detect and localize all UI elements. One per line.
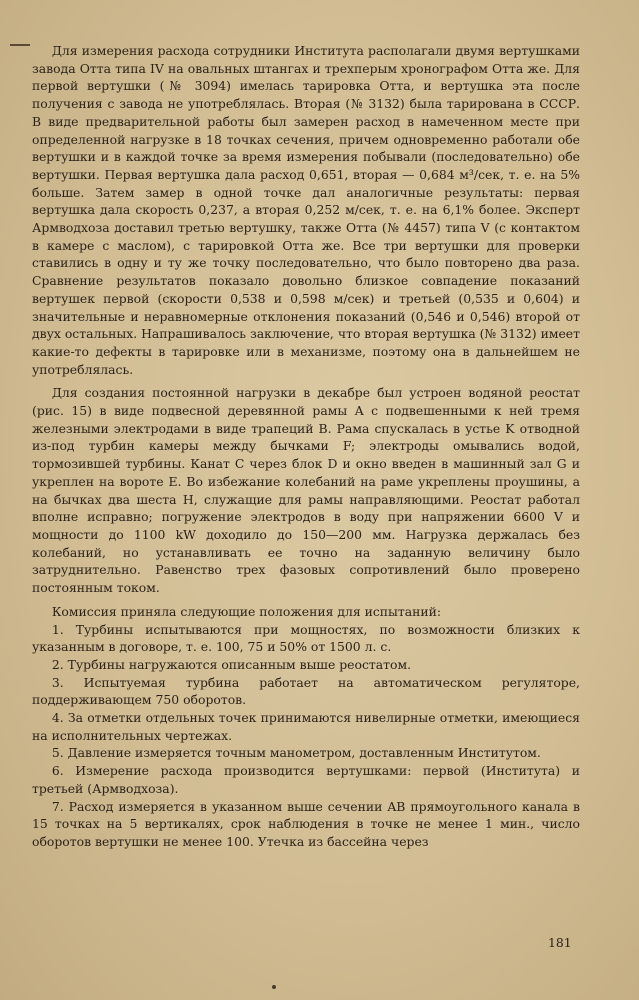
list-item: 4. За отметки отдельных точек принимаются нивелирные отметки, имеющиеся на исполнительных чертежах. [32, 710, 580, 743]
list-item: 3. Испытуемая турбина работает на автоматическом регуляторе, поддерживающем 750 оборотов. [32, 674, 580, 708]
paper-speck [272, 985, 276, 989]
test-conditions-list [32, 621, 580, 851]
list-item: 7. Расход измеряется в указанном выше сечении AB прямоугольного канала в 15 точках на 5 вертикалях, срок наблюдения в точке не менее 1 мин., число оборотов вертушки не менее 100. Утечка из бассейна через [32, 798, 580, 849]
paragraph-current-meters: Для измерения расхода сотрудники Института располагали двумя вертушками завода Отта типа IV на овальных штангах и трехперым хронографом Отта же. Для первой вертушки (№ 3094) имелась тарировка Отта, и вертушка эта после получения с завода не употреблялась. Вторая (№ 3132) была тарирована в СССР. В виде предварительной работы был замерен расход в намеченном месте при определенной нагрузке в 18 точках сечения, причем одновременно работали обе вертушки и в каждой точке за время измерения побывали (последовательно) обе вертушки. Первая вертушка дала расход 0,651, вторая — 0,684 м³/сек, т. е. на 5% больше. Затем замер в одной точке дал аналогичные результаты: первая вертушка дала скорость 0,237, а вторая 0,252 м/сек, т. е. на 6,1% более. Эксперт Армводхоза доставил третью вертушку, также Отта (№ 4457) типа V (с контактом в камере с маслом), с тарировкой Отта же. Все три вертушки для проверки ставились в одну и ту же точку последовательно, что было повторено два раза. Сравнение результатов показало довольно близкое совпадение показаний вертушек первой (скорости 0,538 и 0,598 м/сек) и третьей (0,535 и 0,604) и значительные и неравномерные отклонения показаний (0,546 и 0,546) второй от двух остальных. Напрашивалось заключение, что вторая вертушка (№ 3132) имеет какие-то дефекты в тарировке или в механизме, поэтому она в дальнейшем не употреблялась. [32, 43, 580, 377]
page-number: 181 [548, 935, 572, 950]
list-item: 6. Измерение расхода производится вертушками: первой (Института) и третьей (Армводхоза). [32, 763, 580, 796]
list-item: 1. Турбины испытываются при мощностях, по возможности близких к указанным в договоре, т. е. 100, 75 и 50% от 1500 л. с. [32, 621, 580, 655]
list-item: 5. Давление измеряется точным манометром, доставленным Институтом. [51, 745, 541, 761]
page-text [32, 42, 580, 851]
margin-mark [10, 44, 30, 46]
paragraph-commission-intro: Комиссия приняла следующие положения для испытаний: [51, 603, 442, 619]
paragraph-water-rheostat: Для создания постоянной нагрузки в декабре был устроен водяной реостат (рис. 15) в виде подвесной деревянной рамы A с подвешенными к ней тремя железными электродами в виде трапеций B. Рама спускалась в устье K отводной из-под турбин камеры между бычками F; электроды омывались водой, тормозившей турбины. Канат C через блок D и окно введен в машинный зал G и укреплен на вороте E. Во избежание колебаний на раме укреплены проушины, а на бычках два шеста H, служащие для рамы направляющими. Реостат работал вполне исправно; погружение электродов в воду при напряжении 6600 V и мощности до 1100 kW доходило до 150—200 мм. Нагрузка держалась без колебаний, но устанавливать ее точно на заданную величину было затруднительно. Равенство трех фазовых сопротивлений было проверено постоянным током. [32, 385, 580, 596]
list-item: 2. Турбины нагружаются описанным выше реостатом. [51, 656, 412, 672]
